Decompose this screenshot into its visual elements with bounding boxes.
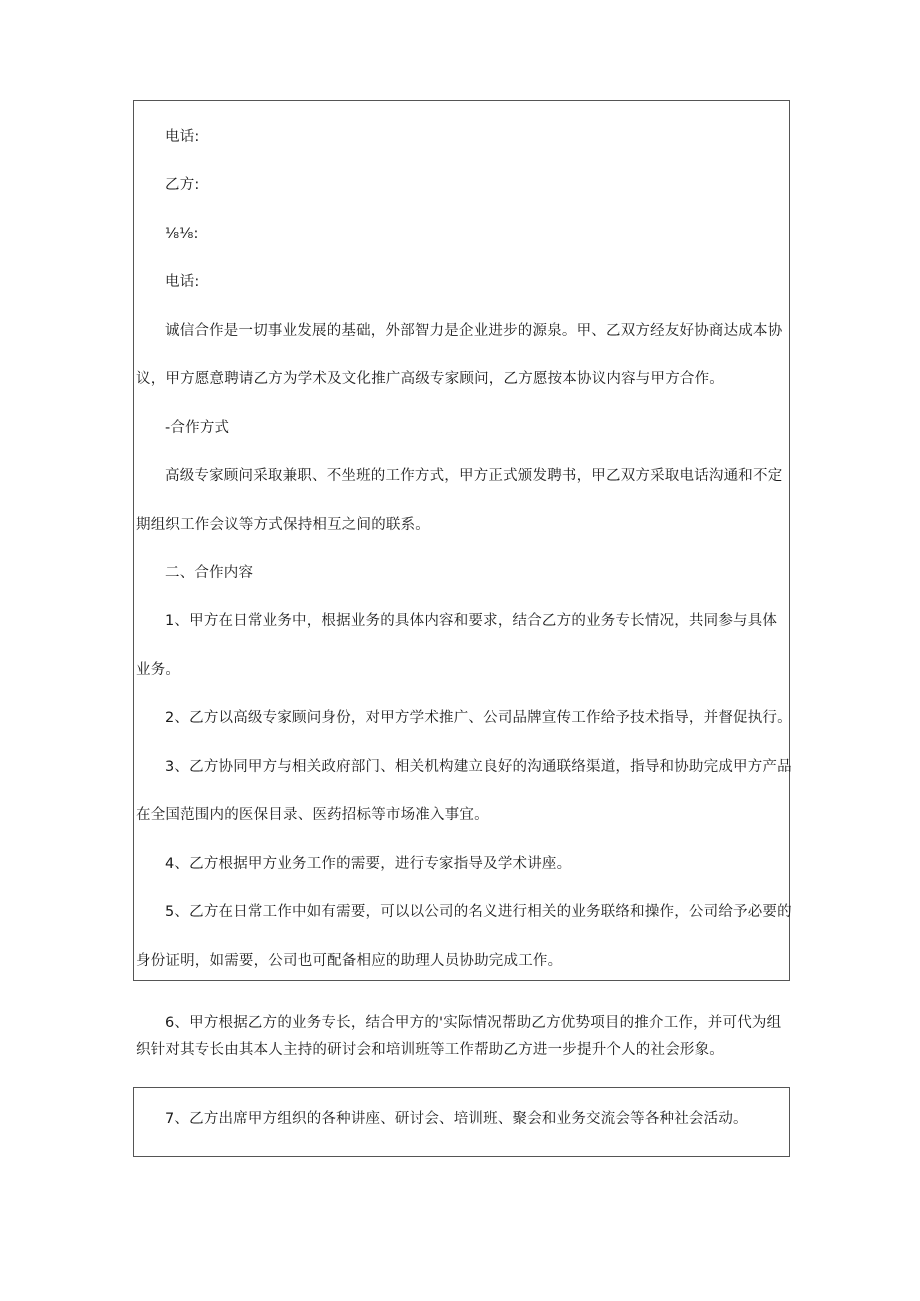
item-5-line-2: 身份证明，如需要，公司也可配备相应的助理人员协助完成工作。 [136,953,563,969]
item-1-line-2: 业务。 [136,662,181,678]
item-7-line-1: 7、乙方出席甲方组织的各种讲座、研讨会、培训班、聚会和业务交流会等各种社会活动。 [165,1111,748,1127]
item-1-line-1: 1、甲方在日常业务中，根据业务的具体内容和要求，结合乙方的业务专长情况，共同参与具体 [165,613,778,629]
item-3-line-1: 3、乙方协同甲方与相关政府部门、相关机构建立良好的沟通联络渠道，指导和协助完成甲方产品 [165,759,792,775]
phone-label-2: 电话: [165,274,200,290]
item-4-line-1: 4、乙方根据甲方业务工作的需要，进行专家指导及学术讲座。 [165,856,572,872]
item-6-line-2: 织针对其专长由其本人主持的研讨会和培训班等工作帮助乙方进一步提升个人的社会形象。 [136,1042,724,1058]
item-6-line-1: 6、甲方根据乙方的业务专长，结合甲方的'实际情况帮助乙方优势项目的推介工作，并可代为组 [165,1015,782,1031]
section-heading-cooperation-mode: -合作方式 [165,420,230,436]
address-label: ⅛⅛: [165,226,199,242]
item-3-line-2: 在全国范围内的医保目录、医药招标等市场准入事宜。 [136,807,489,823]
intro-paragraph-line-2: 议，甲方愿意聘请乙方为学术及文化推广高级专家顾问，乙方愿按本协议内容与甲方合作。 [136,371,724,387]
section-heading-cooperation-content: 二、合作内容 [165,565,254,581]
intro-paragraph-line-1: 诚信合作是一切事业发展的基础，外部智力是企业进步的源泉。甲、乙双方经友好协商达成本协 [165,323,783,339]
party-b-label: 乙方: [165,177,200,193]
item-2-line-1: 2、乙方以高级专家顾问身份，对甲方学术推广、公司品牌宣传工作给予技术指导，并督促执行。 [165,710,792,726]
item-5-line-1: 5、乙方在日常工作中如有需要，可以以公司的名义进行相关的业务联络和操作，公司给予必要的 [165,904,792,920]
contract-table-box [133,100,790,981]
mode-paragraph-line-2: 期组织工作会议等方式保持相互之间的联系。 [136,517,430,533]
phone-label-1: 电话: [165,129,200,145]
mode-paragraph-line-1: 高级专家顾问采取兼职、不坐班的工作方式，甲方正式颁发聘书，甲乙双方采取电话沟通和不定 [165,468,783,484]
